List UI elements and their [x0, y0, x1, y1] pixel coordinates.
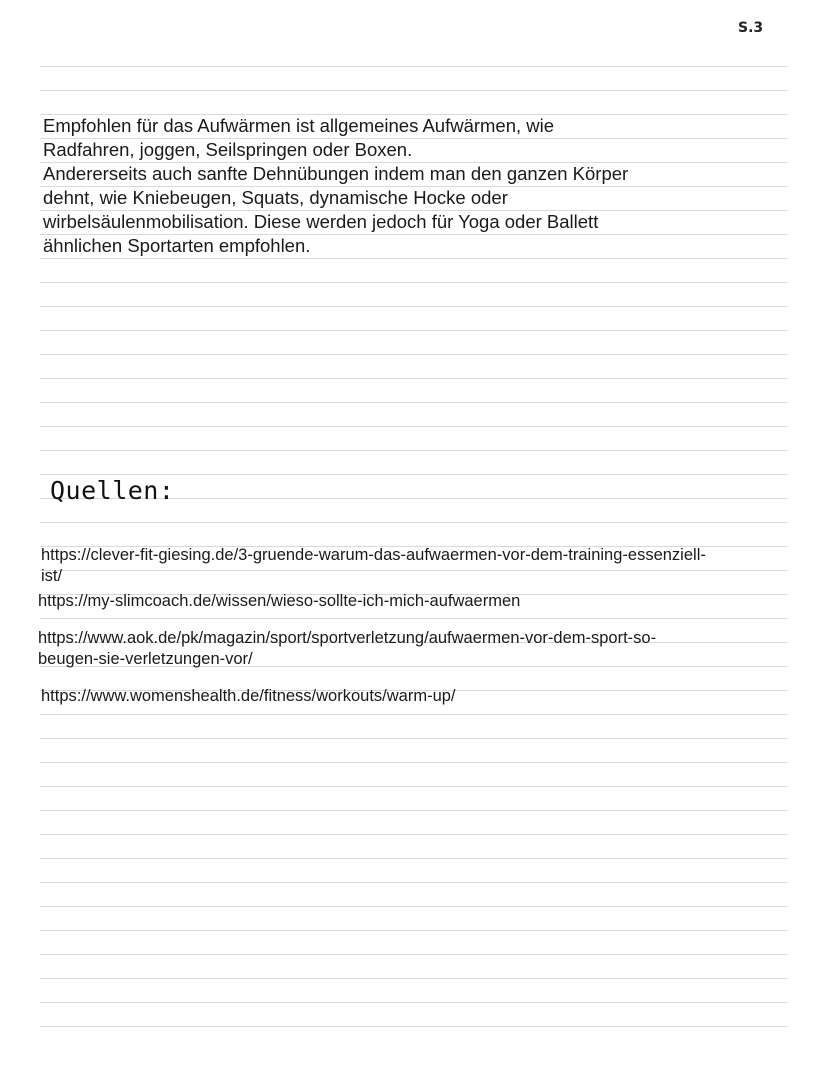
- ruled-line: [40, 954, 788, 955]
- source-link[interactable]: [38, 628, 656, 670]
- source-link-line[interactable]: beugen-sie-verletzungen-vor/: [38, 650, 253, 668]
- ruled-line: [40, 402, 788, 403]
- ruled-line: [40, 330, 788, 331]
- paragraph-line: Andererseits auch sanfte Dehnübungen indem man den ganzen Körper: [43, 163, 629, 184]
- source-link[interactable]: [41, 686, 456, 707]
- paragraph-line: dehnt, wie Kniebeugen, Squats, dynamische Hocke oder: [43, 187, 508, 208]
- ruled-line: [40, 834, 788, 835]
- ruled-line: [40, 738, 788, 739]
- ruled-line: [40, 762, 788, 763]
- ruled-line: [40, 714, 788, 715]
- ruled-line: [40, 258, 788, 259]
- page-number: S.3: [738, 20, 764, 36]
- source-link-line[interactable]: https://clever-fit-giesing.de/3-gruende-warum-das-aufwaermen-vor-dem-training-essenziell-: [41, 546, 706, 564]
- source-link-line[interactable]: https://www.womenshealth.de/fitness/workouts/warm-up/: [41, 687, 456, 705]
- ruled-line: [40, 882, 788, 883]
- ruled-line: [40, 618, 788, 619]
- ruled-line: [40, 858, 788, 859]
- ruled-line: [40, 378, 788, 379]
- paragraph-line: Radfahren, joggen, Seilspringen oder Boxen.: [43, 139, 413, 160]
- source-link-line[interactable]: https://www.aok.de/pk/magazin/sport/sportverletzung/aufwaermen-vor-dem-sport-so-: [38, 629, 657, 647]
- source-link-line[interactable]: https://my-slimcoach.de/wissen/wieso-sollte-ich-mich-aufwaermen: [38, 592, 521, 610]
- sources-heading: Quellen:: [50, 476, 175, 505]
- paragraph-line: Empfohlen für das Aufwärmen ist allgemeines Aufwärmen, wie: [43, 115, 555, 136]
- paragraph-line: wirbelsäulenmobilisation. Diese werden jedoch für Yoga oder Ballett: [43, 211, 599, 232]
- ruled-line: [40, 282, 788, 283]
- source-link[interactable]: [41, 545, 706, 587]
- ruled-line: [40, 426, 788, 427]
- paragraph-line: ähnlichen Sportarten empfohlen.: [43, 235, 311, 256]
- ruled-line: [40, 450, 788, 451]
- ruled-line: [40, 90, 788, 91]
- ruled-line: [40, 306, 788, 307]
- ruled-line: [40, 1002, 788, 1003]
- source-link-line[interactable]: ist/: [41, 567, 63, 585]
- ruled-line: [40, 978, 788, 979]
- ruled-line: [40, 930, 788, 931]
- ruled-line: [40, 522, 788, 523]
- body-paragraph: [43, 114, 743, 258]
- ruled-line: [40, 474, 788, 475]
- ruled-line: [40, 1026, 788, 1027]
- ruled-line: [40, 354, 788, 355]
- ruled-line: [40, 906, 788, 907]
- ruled-line: [40, 786, 788, 787]
- source-link[interactable]: [38, 591, 520, 612]
- ruled-line: [40, 66, 788, 67]
- ruled-line: [40, 810, 788, 811]
